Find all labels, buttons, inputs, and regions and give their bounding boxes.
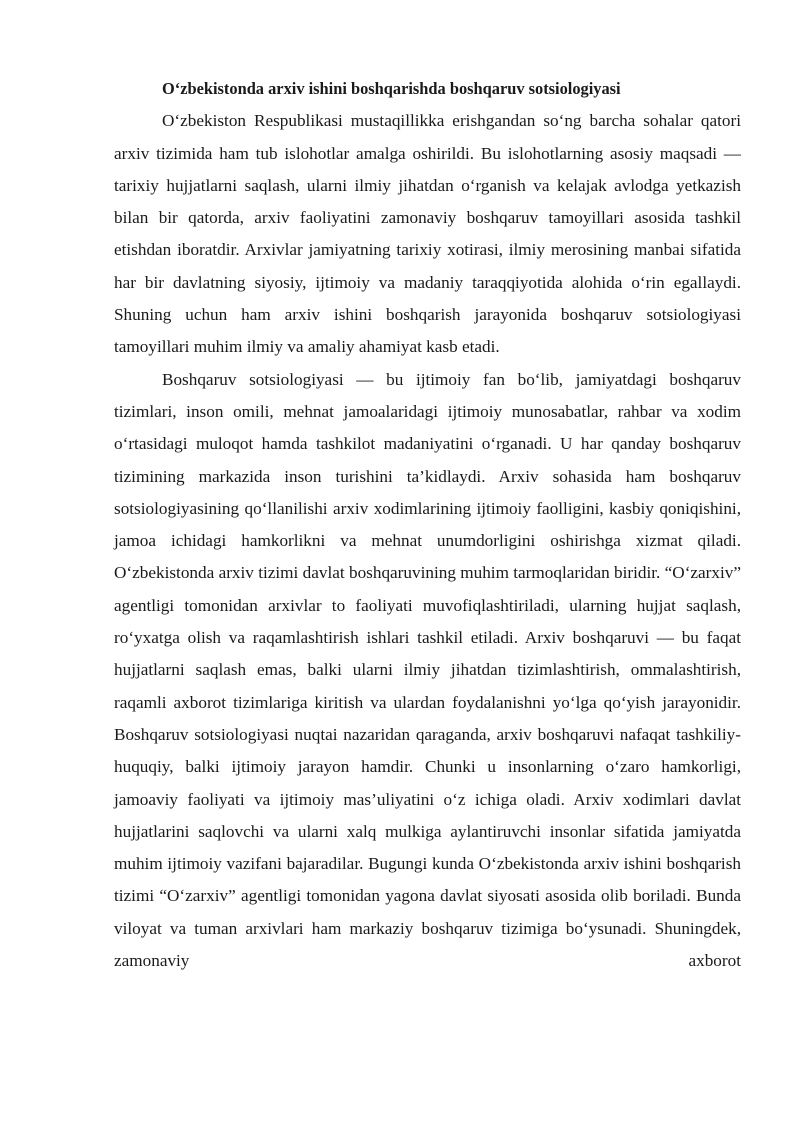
paragraph-1: O‘zbekiston Respublikasi mustaqillikka erishgandan so‘ng barcha sohalar qatori arxiv tizimida ham tub islohotlar amalga oshirildi. Bu islohotlarning asosiy maqsadi — tarixiy hujjatlarni saqlash, ularni ilmiy jihatdan o‘rganish va kelajak avlodga yetkazish bilan bir qatorda, arxiv faoliyatini zamonaviy boshqaruv tamoyillari asosida tashkil etishdan iboratdir. Arxivlar jamiyatning tarixiy xotirasi, ilmiy merosining manbai sifatida har bir davlatning siyosiy, ijtimoiy va madaniy taraqqiyotida alohida o‘rin egallaydi. Shuning uchun ham arxiv ishini boshqarish jarayonida boshqaruv sotsiologiyasi tamoyillari muhim ilmiy va amaliy ahamiyat kasb etadi.: [114, 111, 741, 357]
paragraph-2: Boshqaruv sotsiologiyasi — bu ijtimoiy fan bo‘lib, jamiyatdagi boshqaruv tizimlari, inson omili, mehnat jamoalaridagi ijtimoiy munosabatlar, rahbar va xodim o‘rtasidagi muloqot hamda tashkilot madaniyatini o‘rganadi. U har qanday boshqaruv tizimining markazida inson turishini ta’kidlaydi. Arxiv sohasida ham boshqaruv sotsiologiyasining qo‘llanilishi arxiv xodimlarining ijtimoiy faolligini, kasbiy qoniqishini, jamoa ichidagi hamkorlikni va mehnat unumdorligini oshirishga xizmat qiladi. O‘zbekistonda arxiv tizimi davlat boshqaruvining muhim tarmoqlaridan biridir. “O‘zarxiv” agentligi tomonidan arxivlar to faoliyati muvofiqlashtiriladi, ularning hujjat saqlash, ro‘yxatga olish va raqamlashtirish ishlari tashkil etiladi. Arxiv boshqaruvi — bu faqat hujjatlarni saqlash emas, balki ularni ilmiy jihatdan tizimlashtirish, ommalashtirish, raqamli axborot tizimlariga kiritish va ulardan foydalanishni yo‘lga qo‘yish jarayonidir. Boshqaruv sotsiologiyasi nuqtai nazaridan qaraganda, arxiv boshqaruvi nafaqat tashkiliy-huquqiy, balki ijtimoiy jarayon hamdir. Chunki u insonlarning o‘zaro hamkorligi, jamoaviy faoliyati va ijtimoiy mas’uliyatini o‘z ichiga oladi. Arxiv xodimlari davlat hujjatlarini saqlovchi va ularni xalq mulkiga aylantiruvchi insonlar sifatida jamiyatda muhim ijtimoiy vazifani bajaradilar. Bugungi kunda O‘zbekistonda arxiv ishini boshqarish tizimi “O‘zarxiv” agentligi tomonidan yagona davlat siyosati asosida olib boriladi. Bunda viloyat va tuman arxivlari ham markaziy boshqaruv tizimiga bo‘ysunadi. Shuningdek, zamonaviy axborot: [114, 369, 741, 971]
document-body: [114, 73, 741, 977]
document-title: O‘zbekistonda arxiv ishini boshqarishda boshqaruv sotsiologiyasi: [162, 79, 621, 98]
